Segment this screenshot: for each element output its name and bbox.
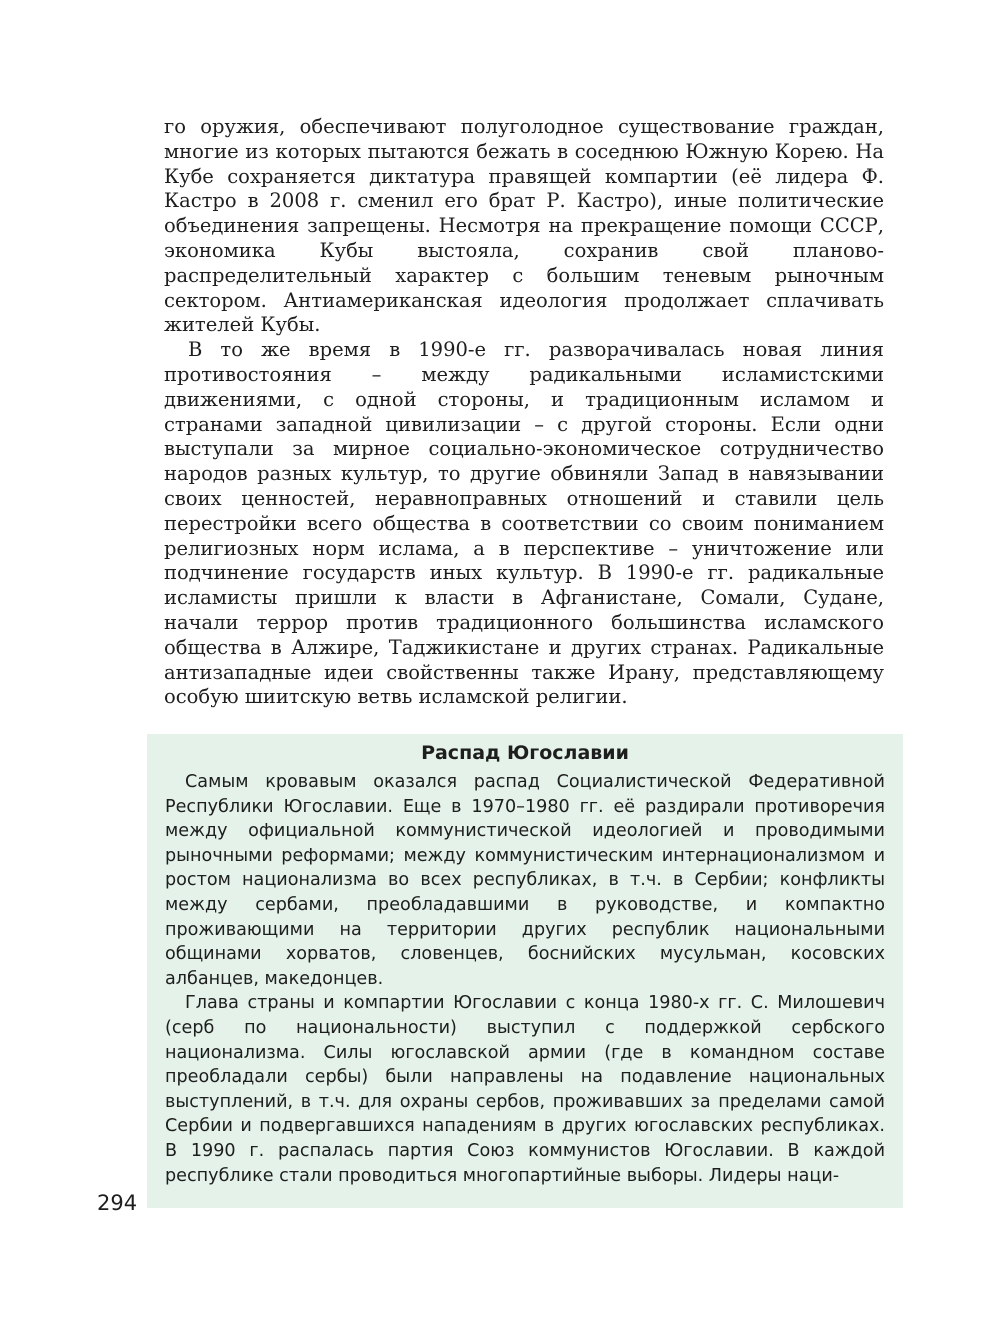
sidebar-box-text	[165, 770, 885, 1188]
sidebar-box-title: Распад Югославии	[421, 742, 629, 764]
main-paragraph-1: го оружия, обеспечивают полуголодное существование граждан, многие из которых пытаются бежать в соседнюю Южную Корею. На Кубе сохраняется диктатура правящей компартии (её лидера Ф. Кастро в 2008 г. сменил его брат Р. Кастро), иные политические объединения запрещены. Несмотря на прекращение помощи СССР, экономика Кубы выстояла, сохранив свой планово-распределительный характер с большим теневым рыночным сектором. Антиамериканская идеология продолжает сплачивать жителей Кубы.	[164, 115, 884, 337]
sidebar-box-yugoslavia	[147, 734, 903, 1208]
page-number: 294	[97, 1191, 138, 1215]
sidebar-paragraph-2: Глава страны и компартии Югославии с конца 1980-х гг. С. Милошевич (серб по национальности) выступил с поддержкой сербского национализма. Силы югославской армии (где в командном составе преобладали сербы) были направлены на подавление национальных выступлений, в т.ч. для охраны сербов, проживавших за пределами самой Сербии и подвергавшихся нападениям в других югославских республиках. В 1990 г. распалась партия Союз коммунистов Югославии. В каждой республике стали проводиться многопартийные выборы. Лидеры наци-	[165, 993, 885, 1186]
sidebar-paragraph-1: Самым кровавым оказался распад Социалистической Федеративной Республики Югославии. Еще в 1970–1980 гг. её раздирали противоречия между официальной коммунистической идеологией и проводимыми рыночными реформами; между коммунистическим интернационализмом и ростом национализма во всех республиках, в т.ч. в Сербии; конфликты между сербами, преобладавшими в руководстве, и компактно проживающими на территории других республик национальными общинами хорватов, словенцев, боснийских мусульман, косовских албанцев, македонцев.	[165, 772, 885, 989]
main-text-block	[164, 115, 884, 710]
main-paragraph-2: В то же время в 1990-е гг. разворачивалась новая линия противостояния – между радикальными исламистскими движениями, с одной стороны, и традиционным исламом и странами западной цивилизации – с другой стороны. Если одни выступали за мирное социально-экономическое сотрудничество народов разных культур, то другие обвиняли Запад в навязывании своих ценностей, неравноправных отношений и ставили цель перестройки всего общества в соответствии со своим пониманием религиозных норм ислама, а в перспективе – уничтожение или подчинение государств иных культур. В 1990-е гг. радикальные исламисты пришли к власти в Афганистане, Сомали, Судане, начали террор против традиционного большинства исламского общества в Алжире, Таджикистане и других странах. Радикальные антизападные идеи свойственны также Ирану, представляющему особую шиитскую ветвь исламской религии.	[164, 338, 884, 709]
